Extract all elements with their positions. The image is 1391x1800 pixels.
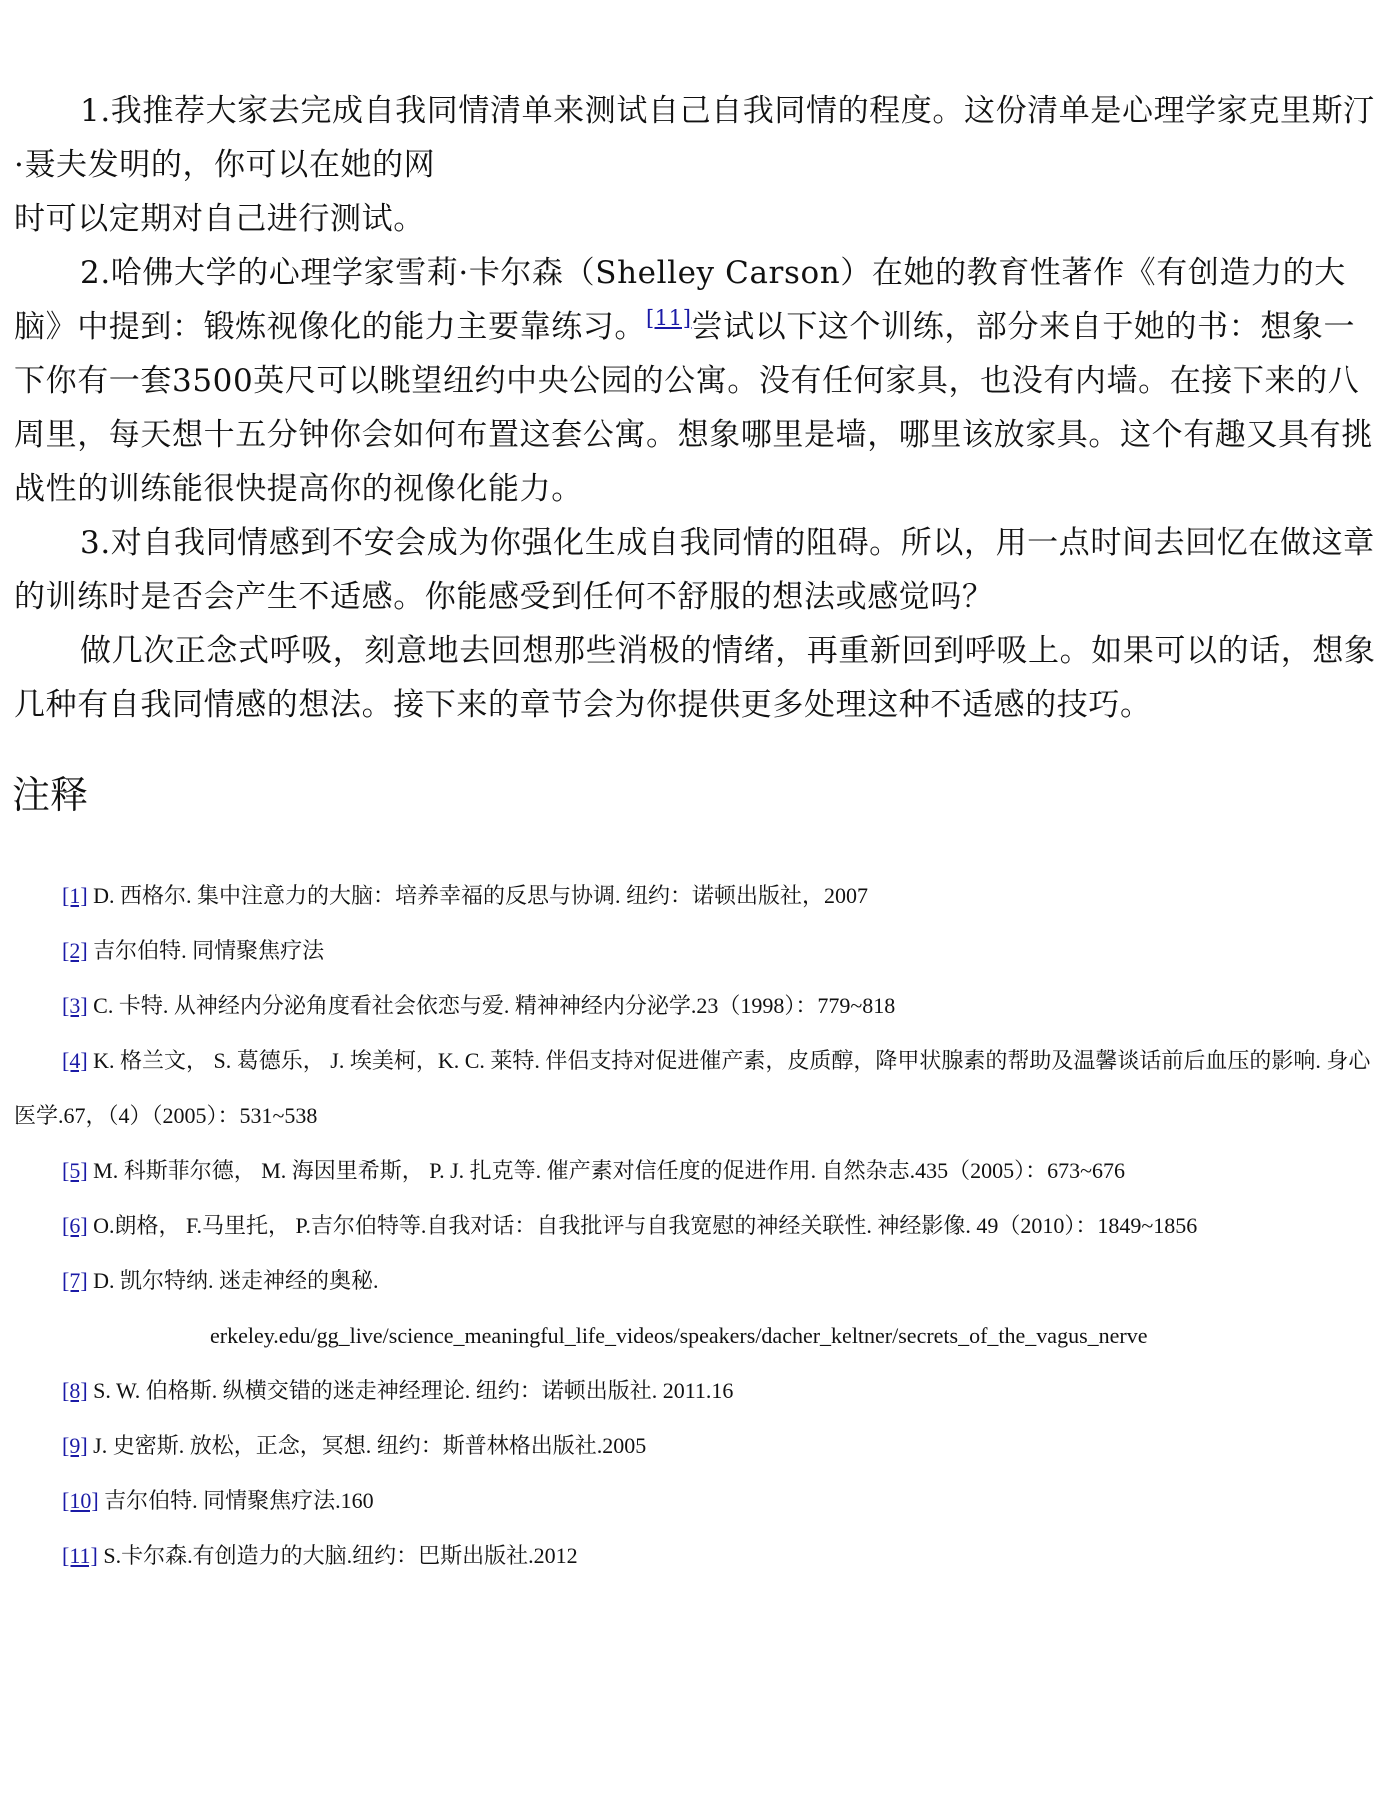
footnote-ref-11[interactable]: [11] bbox=[646, 306, 692, 330]
note-item bbox=[14, 1363, 1379, 1418]
note-item bbox=[14, 978, 1379, 1033]
note-ref-link[interactable]: [7] bbox=[62, 1268, 88, 1293]
paragraph-1-continuation-text: 时可以定期对自己进行测试。 bbox=[14, 201, 425, 237]
note-text: D. 西格尔. 集中注意力的大脑：培养幸福的反思与协调. 纽约：诺顿出版社，2007 bbox=[87, 883, 869, 908]
note-text: O.朗格， F.马里托， P.吉尔伯特等.自我对话：自我批评与自我宽慰的神经关联性. 神经影像. 49（2010）：1849~1856 bbox=[87, 1213, 1198, 1238]
note-text: S. W. 伯格斯. 纵横交错的迷走神经理论. 纽约：诺顿出版社. 2011.16 bbox=[87, 1378, 734, 1403]
note-ref-link[interactable]: [6] bbox=[62, 1213, 88, 1238]
note-ref-link[interactable]: [3] bbox=[62, 993, 88, 1018]
paragraph-1-continuation bbox=[14, 192, 1379, 246]
note-item bbox=[14, 1253, 1379, 1308]
note-text: M. 科斯菲尔德， M. 海因里希斯， P. J. 扎克等. 催产素对信任度的促进作用. 自然杂志.435（2005）：673~676 bbox=[87, 1158, 1126, 1183]
note-ref-link[interactable]: [9] bbox=[62, 1433, 88, 1458]
note-item bbox=[14, 923, 1379, 978]
note-ref-link[interactable]: [11] bbox=[62, 1543, 98, 1568]
note-item bbox=[14, 1143, 1379, 1198]
note-ref-link[interactable]: [8] bbox=[62, 1378, 88, 1403]
note-text: S.卡尔森.有创造力的大脑.纽约：巴斯出版社.2012 bbox=[97, 1543, 578, 1568]
paragraph-2 bbox=[14, 246, 1379, 516]
paragraph-1 bbox=[14, 84, 1379, 192]
notes-heading: 注释 bbox=[12, 773, 89, 817]
paragraph-3 bbox=[14, 516, 1379, 624]
note-item bbox=[14, 1418, 1379, 1473]
note-ref-link[interactable]: [2] bbox=[62, 938, 88, 963]
note-item bbox=[14, 1033, 1379, 1143]
paragraph-2-text-a: 2.哈佛大学的心理学家雪莉·卡尔森（Shelley Carson）在她的教育性著作《有创造力的大脑》中提到：锻炼视像化的能力主要靠练习。 bbox=[14, 255, 1346, 345]
note-ref-link[interactable]: [5] bbox=[62, 1158, 88, 1183]
note-text: J. 史密斯. 放松，正念，冥想. 纽约：斯普林格出版社.2005 bbox=[87, 1433, 647, 1458]
paragraph-3-text: 3.对自我同情感到不安会成为你强化生成自我同情的阻碍。所以，用一点时间去回忆在做这章的训练时是否会产生不适感。你能感受到任何不舒服的想法或感觉吗？ bbox=[14, 525, 1375, 615]
note-ref-link[interactable]: [4] bbox=[62, 1048, 88, 1073]
note-item bbox=[14, 1473, 1379, 1528]
note-item bbox=[14, 868, 1379, 923]
body-text bbox=[14, 84, 1379, 732]
paragraph-4 bbox=[14, 624, 1379, 732]
note-7-url: erkeley.edu/gg_live/science_meaningful_life_videos/speakers/dacher_keltner/secrets_of_the_vagus_nerve bbox=[210, 1323, 1148, 1348]
note-text: K. 格兰文， S. 葛德乐， J. 埃美柯，K. C. 莱特. 伴侣支持对促进催产素，皮质醇，降甲状腺素的帮助及温馨谈话前后血压的影响. 身心医学.67，（4）（2005）：531~538 bbox=[14, 1048, 1371, 1128]
note-ref-link[interactable]: [1] bbox=[62, 883, 88, 908]
paragraph-2-text-b: 尝试以下这个训练，部分来自于她的书：想象一下你有一套3500英尺可以眺望纽约中央公园的公寓。没有任何家具，也没有内墙。在接下来的八周里，每天想十五分钟你会如何布置这套公寓。想象哪里是墙，哪里该放家具。这个有趣又具有挑战性的训练能很快提高你的视像化能力。 bbox=[14, 309, 1373, 507]
note-text: 吉尔伯特. 同情聚焦疗法.160 bbox=[98, 1488, 374, 1513]
paragraph-1-text: 1.我推荐大家去完成自我同情清单来测试自己自我同情的程度。这份清单是心理学家克里斯汀·聂夫发明的，你可以在她的网 bbox=[14, 93, 1375, 183]
note-item bbox=[14, 1528, 1379, 1583]
notes-list bbox=[14, 868, 1379, 1583]
note-ref-link[interactable]: [10] bbox=[62, 1488, 99, 1513]
note-text: D. 凯尔特纳. 迷走神经的奥秘. bbox=[87, 1268, 379, 1293]
note-text: C. 卡特. 从神经内分泌角度看社会依恋与爱. 精神神经内分泌学.23（1998）：779~818 bbox=[87, 993, 896, 1018]
paragraph-4-text: 做几次正念式呼吸，刻意地去回想那些消极的情绪，再重新回到呼吸上。如果可以的话，想象几种有自我同情感的想法。接下来的章节会为你提供更多处理这种不适感的技巧。 bbox=[14, 633, 1376, 723]
note-item bbox=[14, 1198, 1379, 1253]
note-text: 吉尔伯特. 同情聚焦疗法 bbox=[87, 938, 325, 963]
